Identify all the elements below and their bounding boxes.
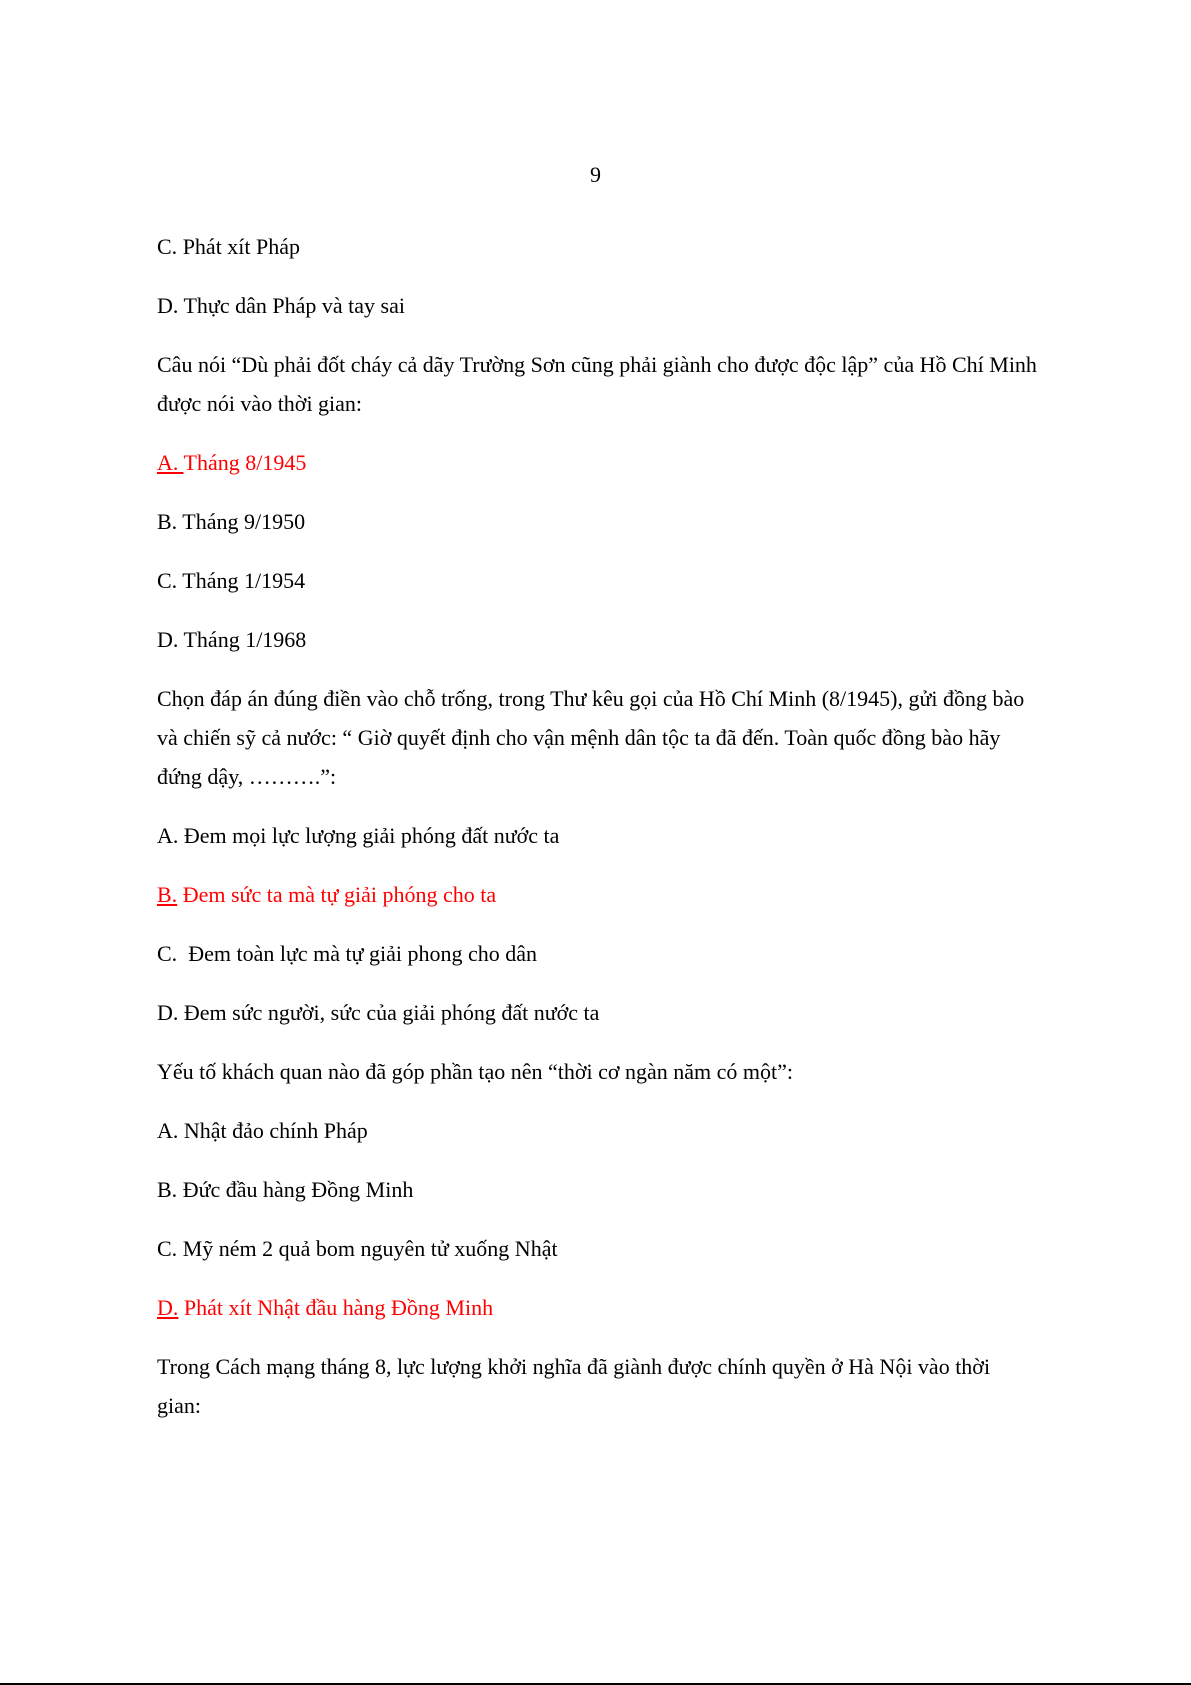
option-letter: D. bbox=[157, 627, 179, 652]
option-letter: C. bbox=[157, 234, 178, 259]
answer-option bbox=[157, 934, 1037, 973]
option-text: Tháng 1/1954 bbox=[177, 568, 306, 593]
option-text: Phát xít Pháp bbox=[177, 234, 301, 259]
answer-option bbox=[157, 561, 1037, 600]
option-letter: A. bbox=[157, 450, 184, 475]
answer-option bbox=[157, 227, 1037, 266]
option-text: Tháng 8/1945 bbox=[183, 450, 307, 475]
answer-option bbox=[157, 816, 1037, 855]
option-letter: C. bbox=[157, 1236, 178, 1261]
option-text: Nhật đảo chính Pháp bbox=[178, 1118, 368, 1143]
answer-option bbox=[157, 286, 1037, 325]
question-text: Chọn đáp án đúng điền vào chỗ trống, trong Thư kêu gọi của Hồ Chí Minh (8/1945), gửi đồng bào và chiến sỹ cả nước: “ Giờ quyết định cho vận mệnh dân tộc ta đã đến. Toàn quốc đồng bào hãy đứng dậy, ……….”: bbox=[157, 686, 1025, 789]
question-text: Yếu tố khách quan nào đã góp phần tạo nên “thời cơ ngàn năm có một”: bbox=[157, 1059, 794, 1084]
option-text: Tháng 9/1950 bbox=[177, 509, 306, 534]
option-letter: A. bbox=[157, 823, 179, 848]
option-letter: D. bbox=[157, 1295, 179, 1320]
option-letter: B. bbox=[157, 882, 178, 907]
option-text: Đem sức ta mà tự giải phóng cho ta bbox=[177, 882, 497, 907]
answer-option bbox=[157, 1111, 1037, 1150]
answer-option bbox=[157, 1229, 1037, 1268]
option-text: Đem mọi lực lượng giải phóng đất nước ta bbox=[178, 823, 560, 848]
option-text: Phát xít Nhật đầu hàng Đồng Minh bbox=[178, 1295, 494, 1320]
option-text: Thực dân Pháp và tay sai bbox=[178, 293, 405, 318]
answer-option bbox=[157, 993, 1037, 1032]
answer-option bbox=[157, 502, 1037, 541]
option-letter: B. bbox=[157, 509, 178, 534]
option-text: Đem toàn lực mà tự giải phong cho dân bbox=[177, 941, 538, 966]
option-text: Mỹ ném 2 quả bom nguyên tử xuống Nhật bbox=[177, 1236, 558, 1261]
answer-option-correct bbox=[157, 875, 1037, 914]
option-letter: C. bbox=[157, 941, 178, 966]
option-letter: B. bbox=[157, 1177, 178, 1202]
option-text: Tháng 1/1968 bbox=[178, 627, 307, 652]
answer-option bbox=[157, 620, 1037, 659]
question-text: Câu nói “Dù phải đốt cháy cả dãy Trường Sơn cũng phải giành cho được độc lập” của Hồ Chí Minh được nói vào thời gian: bbox=[157, 352, 1037, 416]
option-letter: D. bbox=[157, 1000, 179, 1025]
answer-option-correct bbox=[157, 443, 1037, 482]
option-letter: D. bbox=[157, 293, 179, 318]
option-letter: A. bbox=[157, 1118, 179, 1143]
document-body bbox=[157, 227, 1037, 1445]
question-text: Trong Cách mạng tháng 8, lực lượng khởi nghĩa đã giành được chính quyền ở Hà Nội vào thời gian: bbox=[157, 1354, 991, 1418]
option-letter: C. bbox=[157, 568, 178, 593]
option-text: Đem sức người, sức của giải phóng đất nước ta bbox=[178, 1000, 600, 1025]
option-text: Đức đầu hàng Đồng Minh bbox=[177, 1177, 414, 1202]
answer-option-correct bbox=[157, 1288, 1037, 1327]
answer-option bbox=[157, 1170, 1037, 1209]
page-number: 9 bbox=[590, 162, 601, 187]
